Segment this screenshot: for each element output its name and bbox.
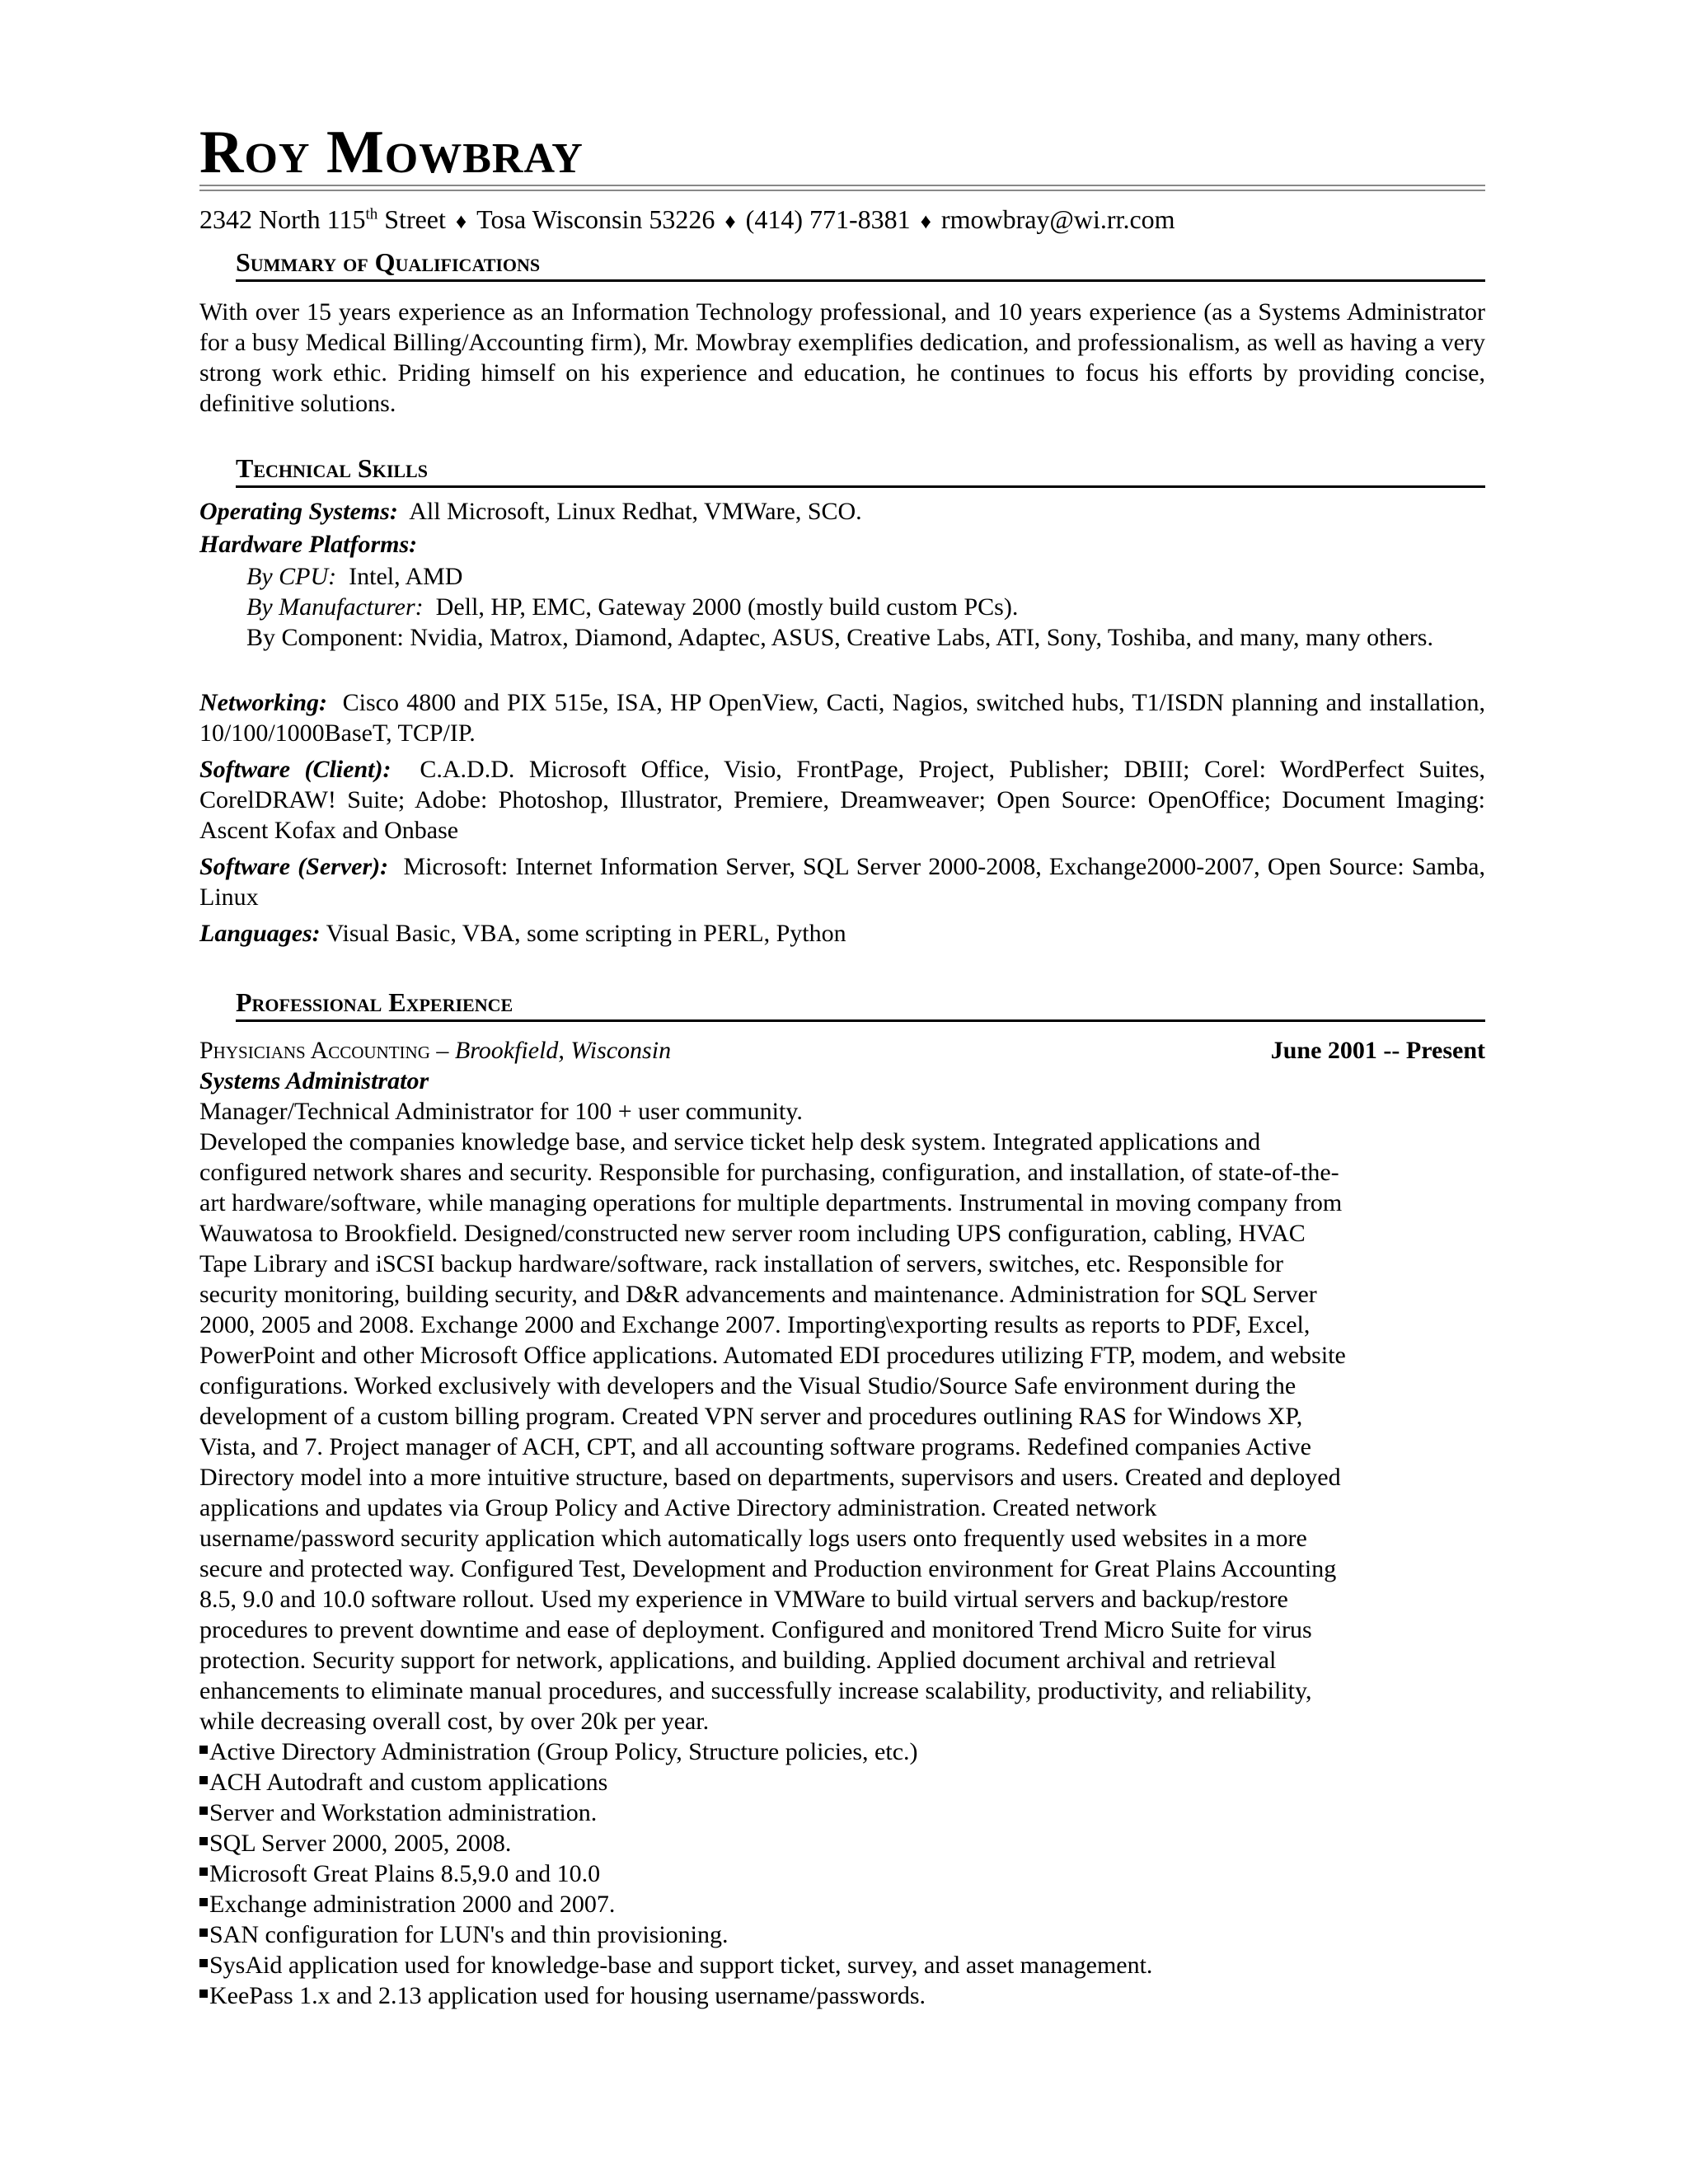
job-description-line: Wauwatosa to Brookfield. Designed/constructed new server room including UPS configuration, cabling, HVAC <box>199 1220 1306 1247</box>
candidate-name: Roy Mowbray <box>199 119 584 186</box>
skill-hardware-cpu: By CPU: Intel, AMD <box>246 563 463 590</box>
skill-operating-systems <box>199 496 862 527</box>
summary-text: With over 15 years experience as an Information Technology professional, and 10 years experience (as a Systems Administrator for a busy Medical Billing/Accounting firm), Mr. Mowbray exemplifies dedication, and professionalism, as well as having a very strong work ethic. Priding himself on his experience and education, he continues to focus his efforts by providing concise, definitive solutions. <box>199 298 1485 417</box>
skill-networking: Networking: Cisco 4800 and PIX 515e, ISA, HP OpenView, Cacti, Nagios, switched hubs, T1/ISDN planning and installation, 10/100/1000BaseT, TCP/IP. <box>199 689 1485 747</box>
header-rule-top <box>199 185 1485 186</box>
job-description-line: security monitoring, building security, and D&R advancements and maintenance. Administration for SQL Server <box>199 1281 1317 1308</box>
city: Tosa Wisconsin 53226 <box>476 204 715 234</box>
diamond-separator-icon: ♦ <box>724 209 736 233</box>
job-description-line: Manager/Technical Administrator for 100 + user community. <box>199 1098 803 1125</box>
job-title: Systems Administrator <box>199 1067 429 1094</box>
job-location: Brookfield, Wisconsin <box>454 1037 672 1064</box>
square-bullet-icon <box>199 1898 208 1906</box>
skill-software-client: Software (Client): C.A.D.D. Microsoft Office, Visio, FrontPage, Project, Publisher; DBIII; Corel: WordPerfect Suites, CorelDRAW! Suite; Adobe: Photoshop, Illustrator, Premiere, Dreamweaver; Open Source: OpenOffice; Document Imaging: Ascent Kofax and Onbase <box>199 756 1485 844</box>
job-description-line: Directory model into a more intuitive structure, based on departments, supervisors and users. Created and deployed <box>199 1464 1341 1491</box>
job-description <box>199 1127 1485 1736</box>
square-bullet-icon <box>199 1959 208 1967</box>
list-item: KeePass 1.x and 2.13 application used for housing username/passwords. <box>199 1980 1152 2011</box>
job-description-line: username/password security application which automatically logs users onto frequently used websites in a more <box>199 1525 1307 1552</box>
skill-hardware-component: By Component: Nvidia, Matrox, Diamond, Adaptec, ASUS, Creative Labs, ATI, Sony, Toshiba, and many, many others. <box>246 624 1433 651</box>
job-description-line: configured network shares and security. Responsible for purchasing, configuration, and installation, of state-of-the- <box>199 1159 1339 1186</box>
list-item: Active Directory Administration (Group Policy, Structure policies, etc.) <box>199 1736 1152 1767</box>
job-highlights-list <box>199 1736 1152 2011</box>
skill-hardware-manufacturer: By Manufacturer: Dell, HP, EMC, Gateway 2000 (mostly build custom PCs). <box>246 593 1019 621</box>
job-description-line: 2000, 2005 and 2008. Exchange 2000 and Exchange 2007. Importing\exporting results as reports to PDF, Excel, <box>199 1311 1311 1338</box>
email: rmowbray@wi.rr.com <box>940 204 1175 234</box>
square-bullet-icon <box>199 1776 208 1784</box>
job-description-line: secure and protected way. Configured Test, Development and Production environment for Great Plains Accounting <box>199 1555 1337 1582</box>
square-bullet-icon <box>199 1929 208 1937</box>
list-item: Microsoft Great Plains 8.5,9.0 and 10.0 <box>199 1858 1152 1889</box>
phone: (414) 771-8381 <box>745 204 911 234</box>
list-item: Exchange administration 2000 and 2007. <box>199 1889 1152 1919</box>
header-rule-bottom <box>199 190 1485 191</box>
employer-name: Physicians Accounting <box>199 1037 430 1064</box>
square-bullet-icon <box>199 1746 208 1754</box>
skill-value: All Microsoft, Linux Redhat, VMWare, SCO. <box>409 498 862 525</box>
experience-heading: Professional Experience <box>236 986 1485 1022</box>
job-description-line: while decreasing overall cost, by over 20k per year. <box>199 1708 710 1735</box>
job-description-line: protection. Security support for network, applications, and building. Applied document archival and retrieval <box>199 1647 1277 1674</box>
square-bullet-icon <box>199 1868 208 1876</box>
job-description-line: procedures to prevent downtime and ease of deployment. Configured and monitored Trend Micro Suite for virus <box>199 1616 1312 1643</box>
summary-heading: Summary of Qualifications <box>236 246 1485 282</box>
job-description-line: Developed the companies knowledge base, and service ticket help desk system. Integrated applications and <box>199 1128 1261 1155</box>
list-item: Server and Workstation administration. <box>199 1797 1152 1828</box>
list-item: ACH Autodraft and custom applications <box>199 1767 1152 1797</box>
job-description-line: Tape Library and iSCSI backup hardware/software, rack installation of servers, switches, etc. Responsible for <box>199 1250 1283 1277</box>
contact-line <box>199 203 1175 238</box>
job-description-line: PowerPoint and other Microsoft Office applications. Automated EDI procedures utilizing FTP, modem, and website <box>199 1342 1346 1369</box>
square-bullet-icon <box>199 1837 208 1845</box>
square-bullet-icon <box>199 1807 208 1815</box>
skill-hardware-label: Hardware Platforms: <box>199 531 418 558</box>
job-description-line: Vista, and 7. Project manager of ACH, CPT, and all accounting software programs. Redefined companies Active <box>199 1433 1311 1460</box>
address: 2342 North 115th Street <box>199 204 446 234</box>
job-description-line: applications and updates via Group Policy and Active Directory administration. Created network <box>199 1494 1157 1521</box>
skills-heading: Technical Skills <box>236 452 1485 488</box>
diamond-separator-icon: ♦ <box>455 209 467 233</box>
job-header: Physicians Accounting – Brookfield, Wisconsin June 2001 -- Present <box>199 1037 1485 1064</box>
job-description-line: art hardware/software, while managing operations for multiple departments. Instrumental in moving company from <box>199 1189 1343 1216</box>
list-item: SysAid application used for knowledge-base and support ticket, survey, and asset management. <box>199 1950 1152 1980</box>
job-description-line: 8.5, 9.0 and 10.0 software rollout. Used my experience in VMWare to build virtual servers and backup/restore <box>199 1586 1288 1613</box>
job-description-line: configurations. Worked exclusively with developers and the Visual Studio/Source Safe environment during the <box>199 1372 1296 1399</box>
skill-languages: Languages: Visual Basic, VBA, some scripting in PERL, Python <box>199 920 846 947</box>
job-description-line: development of a custom billing program. Created VPN server and procedures outlining RAS for Windows XP, <box>199 1403 1303 1430</box>
skill-label: Operating Systems: <box>199 498 398 525</box>
job-dates: June 2001 -- Present <box>1270 1037 1485 1064</box>
list-item: SQL Server 2000, 2005, 2008. <box>199 1828 1152 1858</box>
skill-software-server: Software (Server): Microsoft: Internet Information Server, SQL Server 2000-2008, Exchange2000-2007, Open Source: Samba, Linux <box>199 853 1485 911</box>
diamond-separator-icon: ♦ <box>920 209 931 233</box>
list-item: SAN configuration for LUN's and thin provisioning. <box>199 1919 1152 1950</box>
square-bullet-icon <box>199 1990 208 1998</box>
job-description-line: enhancements to eliminate manual procedures, and successfully increase scalability, productivity, and reliability, <box>199 1677 1312 1704</box>
